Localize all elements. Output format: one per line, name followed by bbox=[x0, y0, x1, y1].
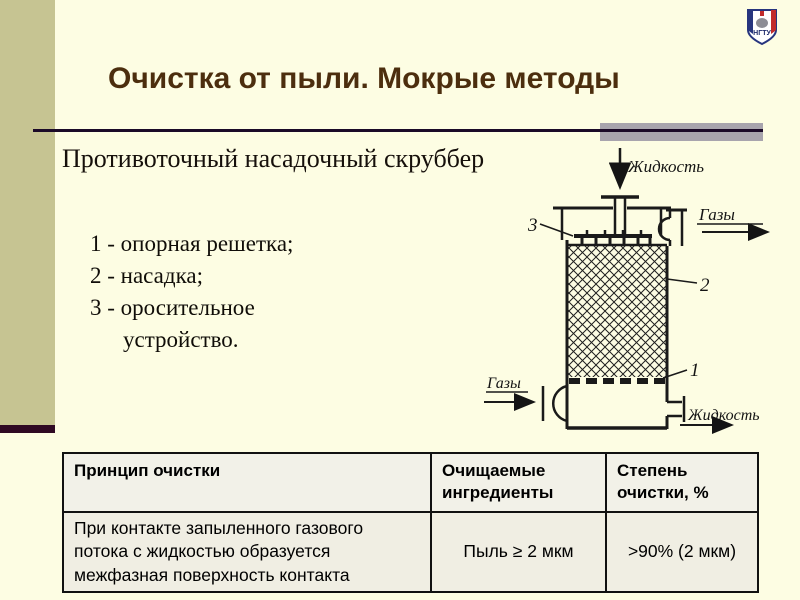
legend-line-3: 3 - оросительное bbox=[90, 295, 255, 320]
header-ingredients: Очищаемые ингредиенты bbox=[431, 453, 606, 512]
liquid-outlet-label: Жидкость bbox=[688, 407, 760, 424]
cell-ingredients: Пыль ≥ 2 мкм bbox=[431, 512, 606, 592]
header-principle: Принцип очистки bbox=[63, 453, 431, 512]
gas-inlet-label: Газы bbox=[487, 375, 521, 392]
callout-2: 2 bbox=[700, 275, 710, 296]
gas-outlet-label: Газы bbox=[699, 205, 735, 224]
legend-line-2: 2 - насадка; bbox=[90, 263, 204, 288]
cell-degree: >90% (2 мкм) bbox=[606, 512, 758, 592]
liquid-inlet-label: Жидкость bbox=[628, 157, 705, 176]
legend-line-4: устройство. bbox=[123, 327, 239, 352]
scrubber-diagram bbox=[470, 140, 792, 442]
callout-3: 3 bbox=[528, 215, 538, 236]
table-header-row bbox=[63, 453, 758, 512]
sidebar-accent-bar bbox=[0, 425, 55, 433]
diagram-legend bbox=[90, 228, 420, 356]
callout-1: 1 bbox=[690, 360, 700, 381]
slide-subtitle: Противоточный насадочный скруббер bbox=[62, 144, 485, 173]
university-logo-icon bbox=[746, 8, 778, 46]
logo-abbr: НГТУ bbox=[753, 30, 771, 37]
cell-principle: При контакте запыленного газового потока с жидкостью образуется межфазная поверхность контакта bbox=[63, 512, 431, 592]
table-row bbox=[63, 512, 758, 592]
sidebar-stripe bbox=[0, 0, 55, 425]
title-gray-accent bbox=[600, 123, 763, 141]
cleaning-principle-table bbox=[62, 452, 759, 593]
scrubber-linework bbox=[484, 148, 766, 429]
slide-title: Очистка от пыли. Мокрые методы bbox=[108, 62, 620, 95]
legend-line-1: 1 - опорная решетка; bbox=[90, 231, 294, 256]
title-underline bbox=[33, 129, 763, 132]
header-degree: Степень очистки, % bbox=[606, 453, 758, 512]
